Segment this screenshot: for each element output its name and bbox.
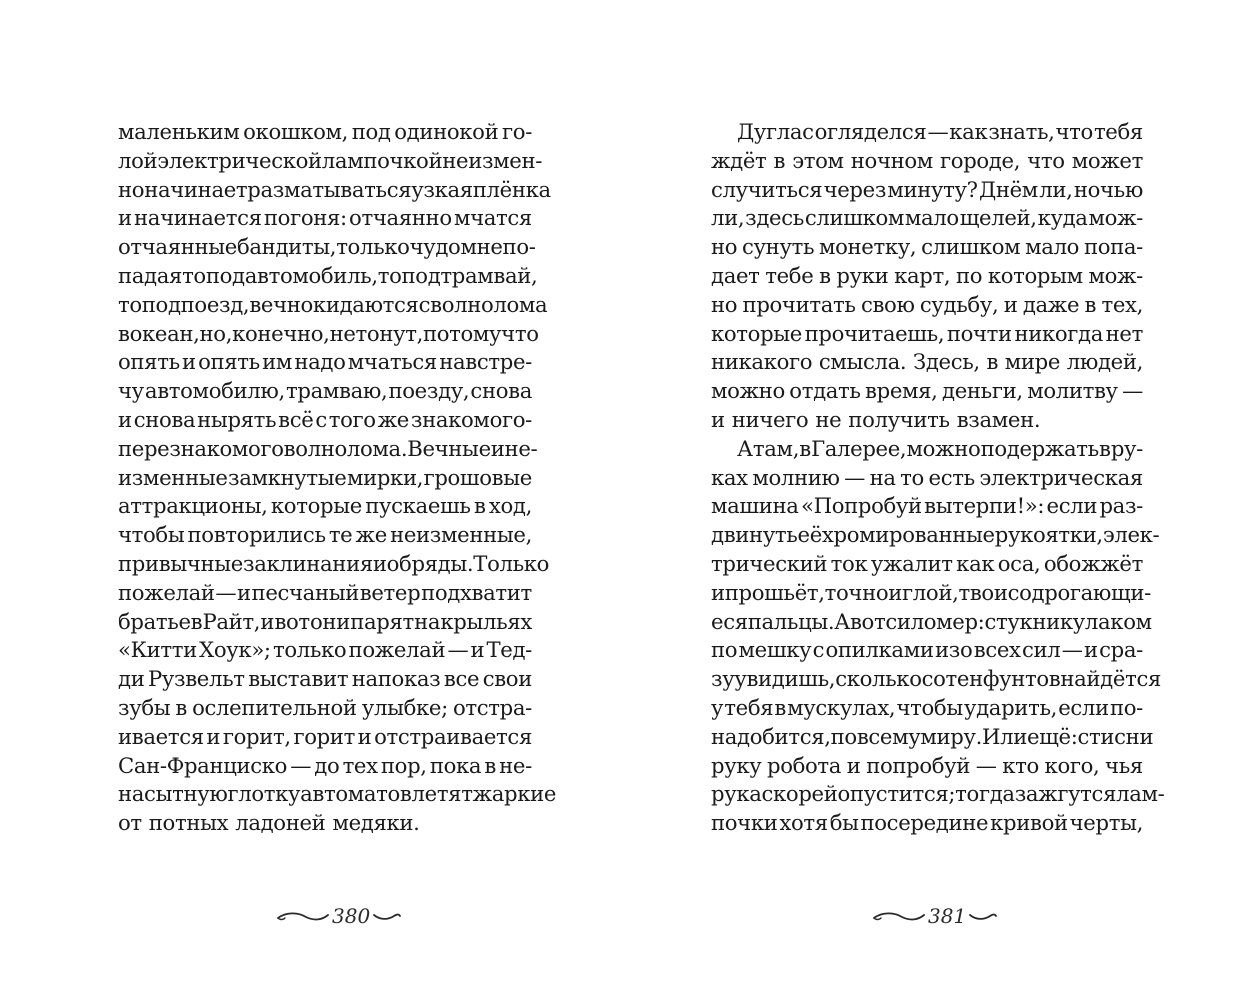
text-line: двинуть её хромированные рукоятки, элек-	[711, 522, 1160, 548]
text-line: никакого смысла. Здесь, в мире людей,	[711, 349, 1143, 375]
text-line: лой электрической лампочкой неизмен-	[118, 147, 543, 173]
text-line: надобится, по всему миру. Или ещё: стисни	[711, 723, 1154, 749]
text-line: но начинает разматываться узкая плёнка	[118, 176, 551, 202]
swash-ornament-icon	[872, 909, 926, 923]
page-number-right	[872, 902, 998, 930]
text-line: привычные заклинания и обряды. Только	[118, 550, 550, 576]
text-line: насытную глотку автоматов летят жаркие	[118, 781, 557, 807]
text-line: то под поезд, вечно кидаются с волнолома	[118, 291, 548, 317]
text-line: Дуглас огляделся — как знать, что тебя	[737, 119, 1143, 144]
text-line: по мешку с опилками изо всех сил — и сра-	[711, 637, 1143, 663]
text-line: и начинается погоня: отчаянно мчатся	[118, 205, 532, 231]
text-line: ждёт в этом ночном городе, что может	[711, 147, 1143, 173]
text-line: братьев Райт, и вот они парят на крыльях	[118, 608, 532, 634]
text-line: изменные замкнутые мирки, грошовые	[118, 464, 532, 490]
text-line: ивается и горит, горит и отстраивается	[118, 723, 532, 749]
right-page-text	[711, 118, 1165, 838]
swash-ornament-icon	[276, 909, 330, 923]
text-line: еся пальцы. А вот силомер: стукни кулаком	[711, 608, 1152, 634]
text-line: пожелай — и песчаный ветер подхватит	[118, 579, 532, 605]
text-line: рука скорей опустится; тогда зажгутся лам-	[711, 781, 1165, 807]
text-line: маленьким окошком, под одинокой го-	[118, 119, 532, 144]
text-line: трический ток ужалит как оса, обожжёт	[711, 550, 1143, 576]
text-line: и ничего не получить взамен.	[711, 406, 1041, 432]
page-number-left-text: 380	[332, 904, 371, 928]
text-line: ли, здесь слишком мало щелей, куда мож-	[711, 205, 1143, 231]
text-line: почки хотя бы посередине кривой черты,	[711, 810, 1143, 836]
text-line: аттракционы, которые пускаешь в ход,	[118, 493, 532, 519]
text-line: машина «Попробуй вытерпи!»: если раз-	[711, 493, 1143, 519]
text-line: ках молнию — на то есть электрическая	[711, 464, 1143, 490]
text-line: отчаянные бандиты, только чудом не по-	[118, 234, 536, 260]
text-line: но сунуть монетку, слишком мало попа-	[711, 234, 1143, 260]
text-line: случиться через минуту? Днём ли, ночью	[711, 176, 1143, 202]
text-line: в океан, но, конечно, не тонут, потому что	[118, 320, 539, 346]
text-line: руку робота и попробуй — кто кого, чья	[711, 752, 1143, 778]
page-number-left	[276, 902, 402, 930]
text-line: зу увидишь, сколько сотен фунтов найдётся	[711, 666, 1161, 692]
text-line: дает тебе в руки карт, по которым мож-	[711, 262, 1143, 288]
text-line: и снова нырять всё с того же знакомого-	[118, 406, 532, 432]
text-line: у тебя в мускулах, чтобы ударить, если по-	[711, 694, 1143, 720]
text-line: Сан-Франциско — до тех пор, пока в не-	[118, 752, 532, 778]
right-page	[620, 0, 1240, 1003]
text-line: «Китти Хоук»; только пожелай — и Тед-	[118, 637, 532, 663]
text-line: А там, в Галерее, можно подержать в ру-	[737, 435, 1143, 461]
text-line: можно отдать время, деньги, молитву —	[711, 378, 1143, 404]
page-number-right-text: 381	[928, 904, 967, 928]
left-page-text	[118, 118, 557, 838]
text-line: и прошьёт, точно иглой, твои содрогающи-	[711, 579, 1151, 605]
swash-ornament-icon	[372, 909, 402, 923]
text-line: ди Рузвельт выставит напоказ все свои	[118, 666, 532, 692]
text-line: но прочитать свою судьбу, и даже в тех,	[711, 291, 1143, 317]
text-line: от потных ладоней медяки.	[118, 810, 420, 836]
text-line: которые прочитаешь, почти никогда нет	[711, 320, 1143, 346]
text-line: зубы в ослепительной улыбке; отстра-	[118, 694, 532, 720]
text-line: чу автомобилю, трамваю, поезду, снова	[118, 378, 532, 404]
swash-ornament-icon	[968, 909, 998, 923]
text-line: перезнакомого волнолома. Вечные и не-	[118, 435, 538, 461]
text-line: падая то под автомобиль, то под трамвай,	[118, 262, 538, 288]
text-line: чтобы повторились те же неизменные,	[118, 522, 532, 548]
text-line: опять и опять им надо мчаться навстре-	[118, 349, 532, 375]
